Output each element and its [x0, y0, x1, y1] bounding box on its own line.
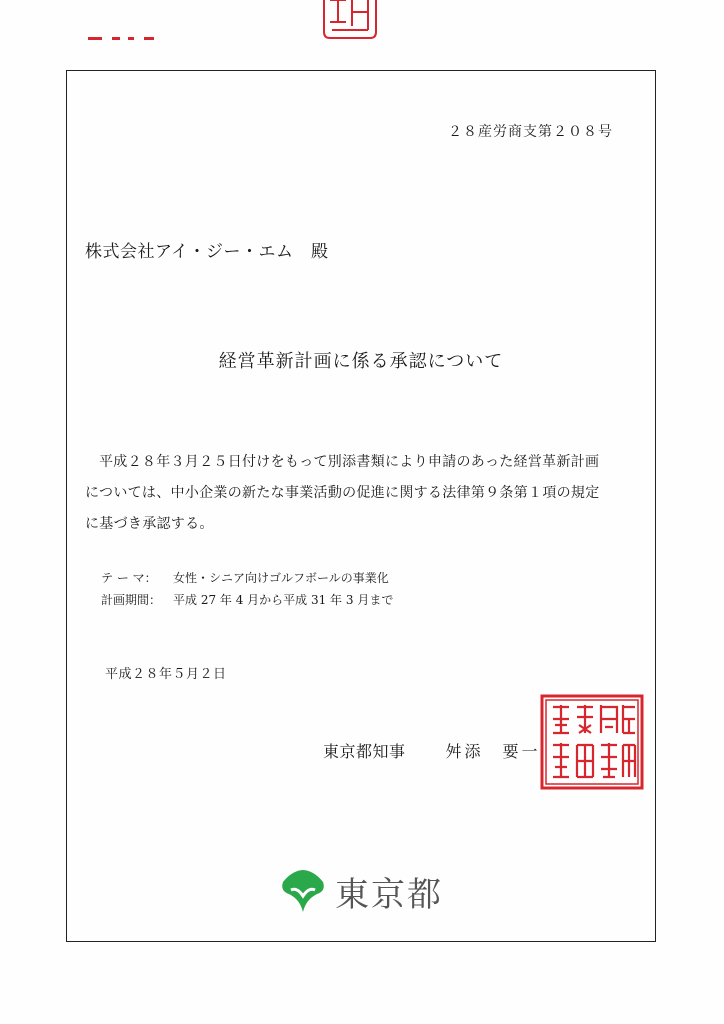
body-line: 平成２８年３月２５日付けをもって別添書類により申請のあった経営革新計画	[99, 454, 600, 470]
detail-row-period	[101, 589, 393, 611]
tokyo-metropolitan-logo	[279, 867, 443, 916]
document-number: ２８産労商支第２０８号	[448, 124, 613, 140]
top-stamp-seal	[318, 0, 382, 40]
scan-marks	[88, 36, 158, 42]
body-line: に基づき承認する。	[85, 516, 214, 532]
body-line: については、中小企業の新たな事業活動の促進に関する法律第９条第１項の規定	[85, 485, 600, 501]
detail-label: 計画期間：	[101, 593, 162, 607]
signer-block	[323, 739, 541, 762]
detail-label: テ ー マ：	[101, 571, 157, 585]
document-title: 経営革新計画に係る承認について	[218, 351, 504, 372]
detail-row-theme	[101, 567, 393, 589]
ginkgo-leaf-icon	[279, 868, 327, 916]
plan-details	[101, 567, 393, 611]
body-paragraph	[85, 447, 625, 540]
logo-text: 東京都	[335, 875, 443, 915]
detail-value: 女性・シニア向けゴルフボールの事業化	[173, 571, 389, 585]
recipient-name: 株式会社アイ・ジー・エム 殿	[85, 242, 329, 262]
signer-title: 東京都知事	[323, 742, 406, 761]
detail-value: 平成 27 年 4 月から平成 31 年 3 月まで	[173, 593, 394, 607]
signer-name: 舛添 要一	[445, 742, 541, 761]
issue-date: 平成２８年５月２日	[105, 667, 227, 682]
document-frame	[66, 70, 656, 942]
official-governor-seal	[539, 693, 645, 791]
